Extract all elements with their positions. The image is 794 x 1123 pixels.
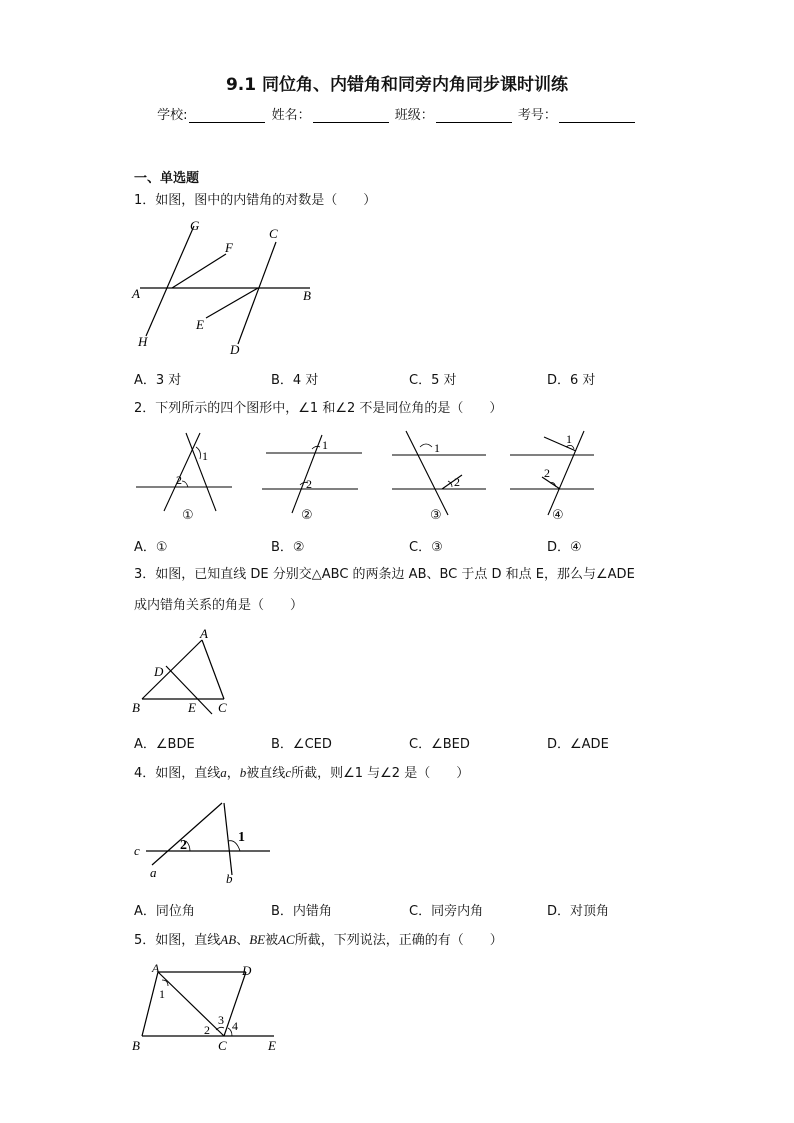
label-d: D bbox=[154, 664, 164, 679]
line-b bbox=[224, 803, 232, 875]
question-5-figure bbox=[128, 958, 288, 1058]
q2-f1-angle-1: 1 bbox=[202, 449, 208, 463]
angle-1-label: 1 bbox=[159, 987, 165, 1001]
class-label: 班级： bbox=[394, 108, 434, 123]
name-label: 姓名： bbox=[271, 108, 311, 123]
section-heading: 一、单选题 bbox=[134, 171, 200, 186]
q5-stem-part-3: 所截，下列说法，正确的有（ ） bbox=[294, 933, 503, 948]
label-a: A bbox=[132, 286, 140, 301]
q5-line-ab: AB bbox=[220, 932, 237, 947]
label-a: a bbox=[150, 865, 157, 880]
line-gh bbox=[146, 226, 194, 336]
q2-f4-angle-1: 1 bbox=[566, 432, 572, 446]
label-d: D bbox=[242, 963, 252, 978]
q3-option-a[interactable]: A．∠BDE bbox=[134, 737, 195, 752]
line-a bbox=[152, 803, 222, 865]
q4-option-a[interactable]: A．同位角 bbox=[134, 904, 195, 919]
question-3-stem-line-1: 3．如图，已知直线 DE 分别交△ABC 的两条边 AB、BC 于点 D 和点 E，那么与∠ADE bbox=[134, 567, 635, 582]
q4-option-b[interactable]: B．内错角 bbox=[271, 904, 332, 919]
label-g: G bbox=[190, 218, 200, 233]
q2-caption-4: ④ bbox=[552, 508, 564, 523]
q3-option-b[interactable]: B．∠CED bbox=[271, 737, 332, 752]
exam-number-label: 考号： bbox=[517, 108, 557, 123]
q4-stem-part-2: ， bbox=[226, 766, 240, 781]
label-e: E bbox=[268, 1038, 276, 1053]
q2-figure-2 bbox=[262, 435, 362, 513]
label-b: B bbox=[303, 288, 311, 303]
question-5-stem bbox=[134, 931, 503, 950]
q3-option-d[interactable]: D．∠ADE bbox=[547, 737, 609, 752]
q2-f3-angle-2: 2 bbox=[454, 475, 460, 489]
angle-1-label: 1 bbox=[238, 830, 245, 845]
q2-caption-3: ③ bbox=[430, 508, 442, 523]
line-cd bbox=[238, 242, 276, 344]
q2-caption-2: ② bbox=[301, 508, 313, 523]
q4-stem-part-3: 被直线 bbox=[246, 766, 286, 781]
ray-ce bbox=[206, 288, 258, 318]
label-c: C bbox=[218, 700, 227, 715]
segment-ac bbox=[202, 640, 224, 699]
q4-var-c: c bbox=[285, 765, 292, 780]
label-c: c bbox=[134, 843, 140, 858]
label-e: E bbox=[188, 700, 196, 715]
school-blank[interactable] bbox=[189, 110, 265, 123]
label-b: b bbox=[226, 871, 233, 885]
q1-option-b[interactable]: B．4 对 bbox=[271, 373, 319, 388]
label-d: D bbox=[230, 342, 240, 357]
school-label: 学校: bbox=[157, 108, 188, 123]
angle-3-label: 3 bbox=[218, 1013, 224, 1027]
q4-var-b: b bbox=[239, 765, 247, 780]
angle-2-label: 2 bbox=[204, 1023, 210, 1037]
q1-option-a[interactable]: A．3 对 bbox=[134, 373, 182, 388]
q4-option-d[interactable]: D．对顶角 bbox=[547, 904, 610, 919]
q2-figure-1 bbox=[136, 433, 232, 511]
label-c: C bbox=[218, 1038, 227, 1053]
q2-option-b[interactable]: B．② bbox=[271, 540, 305, 555]
label-c: C bbox=[269, 226, 278, 241]
q2-figure-3 bbox=[392, 431, 486, 515]
q2-figure-4 bbox=[510, 431, 594, 515]
label-f: F bbox=[225, 240, 233, 255]
q2-f1-angle-2: 2 bbox=[176, 473, 182, 487]
question-4-stem bbox=[134, 764, 469, 783]
q2-caption-1: ① bbox=[182, 508, 194, 523]
q5-line-ac: AC bbox=[278, 932, 295, 947]
page-title: 9.1 同位角、内错角和同旁内角同步课时训练 bbox=[225, 75, 569, 95]
segment-ba bbox=[142, 640, 202, 699]
angle-2-label: 2 bbox=[180, 838, 187, 853]
q1-option-d[interactable]: D．6 对 bbox=[547, 373, 596, 388]
q4-stem-part-4: 所截，则∠1 与∠2 是（ ） bbox=[291, 766, 470, 781]
q5-line-be: BE bbox=[249, 932, 266, 947]
question-2-figures bbox=[130, 425, 600, 525]
name-blank[interactable] bbox=[313, 110, 389, 123]
q2-option-c[interactable]: C．③ bbox=[409, 540, 443, 555]
q4-stem-part-1: 4．如图，直线 bbox=[134, 766, 221, 781]
label-a: A bbox=[152, 961, 160, 975]
segment-ab bbox=[142, 972, 158, 1036]
segment-ac bbox=[158, 972, 224, 1036]
class-blank[interactable] bbox=[436, 110, 512, 123]
question-2-stem: 2．下列所示的四个图形中，∠1 和∠2 不是同位角的是（ ） bbox=[134, 401, 503, 416]
q2-option-a[interactable]: A．① bbox=[134, 540, 168, 555]
q5-stem-part-1: 5．如图，直线 bbox=[134, 933, 221, 948]
q4-var-a: a bbox=[220, 765, 227, 780]
q5-stem-part-2: 被 bbox=[265, 933, 279, 948]
q3-option-c[interactable]: C．∠BED bbox=[409, 737, 470, 752]
label-b: B bbox=[132, 1038, 140, 1053]
q2-f4-angle-2: 2 bbox=[544, 466, 550, 480]
label-a: A bbox=[200, 626, 208, 641]
label-e: E bbox=[196, 317, 204, 332]
student-info-line bbox=[0, 104, 794, 123]
q2-f2-angle-1: 1 bbox=[322, 438, 328, 452]
q2-f3-angle-1: 1 bbox=[434, 441, 440, 455]
q2-f2-angle-2: 2 bbox=[306, 477, 312, 491]
angle-4-label: 4 bbox=[232, 1019, 238, 1033]
q2-option-d[interactable]: D．④ bbox=[547, 540, 582, 555]
question-4-figure bbox=[130, 795, 280, 885]
q1-option-c[interactable]: C．5 对 bbox=[409, 373, 457, 388]
question-3-stem-line-2: 成内错角关系的角是（ ） bbox=[134, 598, 304, 613]
label-b: B bbox=[132, 700, 140, 715]
label-h: H bbox=[138, 334, 148, 349]
q4-option-c[interactable]: C．同旁内角 bbox=[409, 904, 484, 919]
question-1-figure bbox=[130, 216, 320, 361]
q5-separator: 、 bbox=[236, 933, 250, 948]
question-1-stem: 1．如图，图中的内错角的对数是（ ） bbox=[134, 193, 377, 208]
exam-number-blank[interactable] bbox=[559, 110, 635, 123]
question-3-figure bbox=[130, 624, 240, 719]
